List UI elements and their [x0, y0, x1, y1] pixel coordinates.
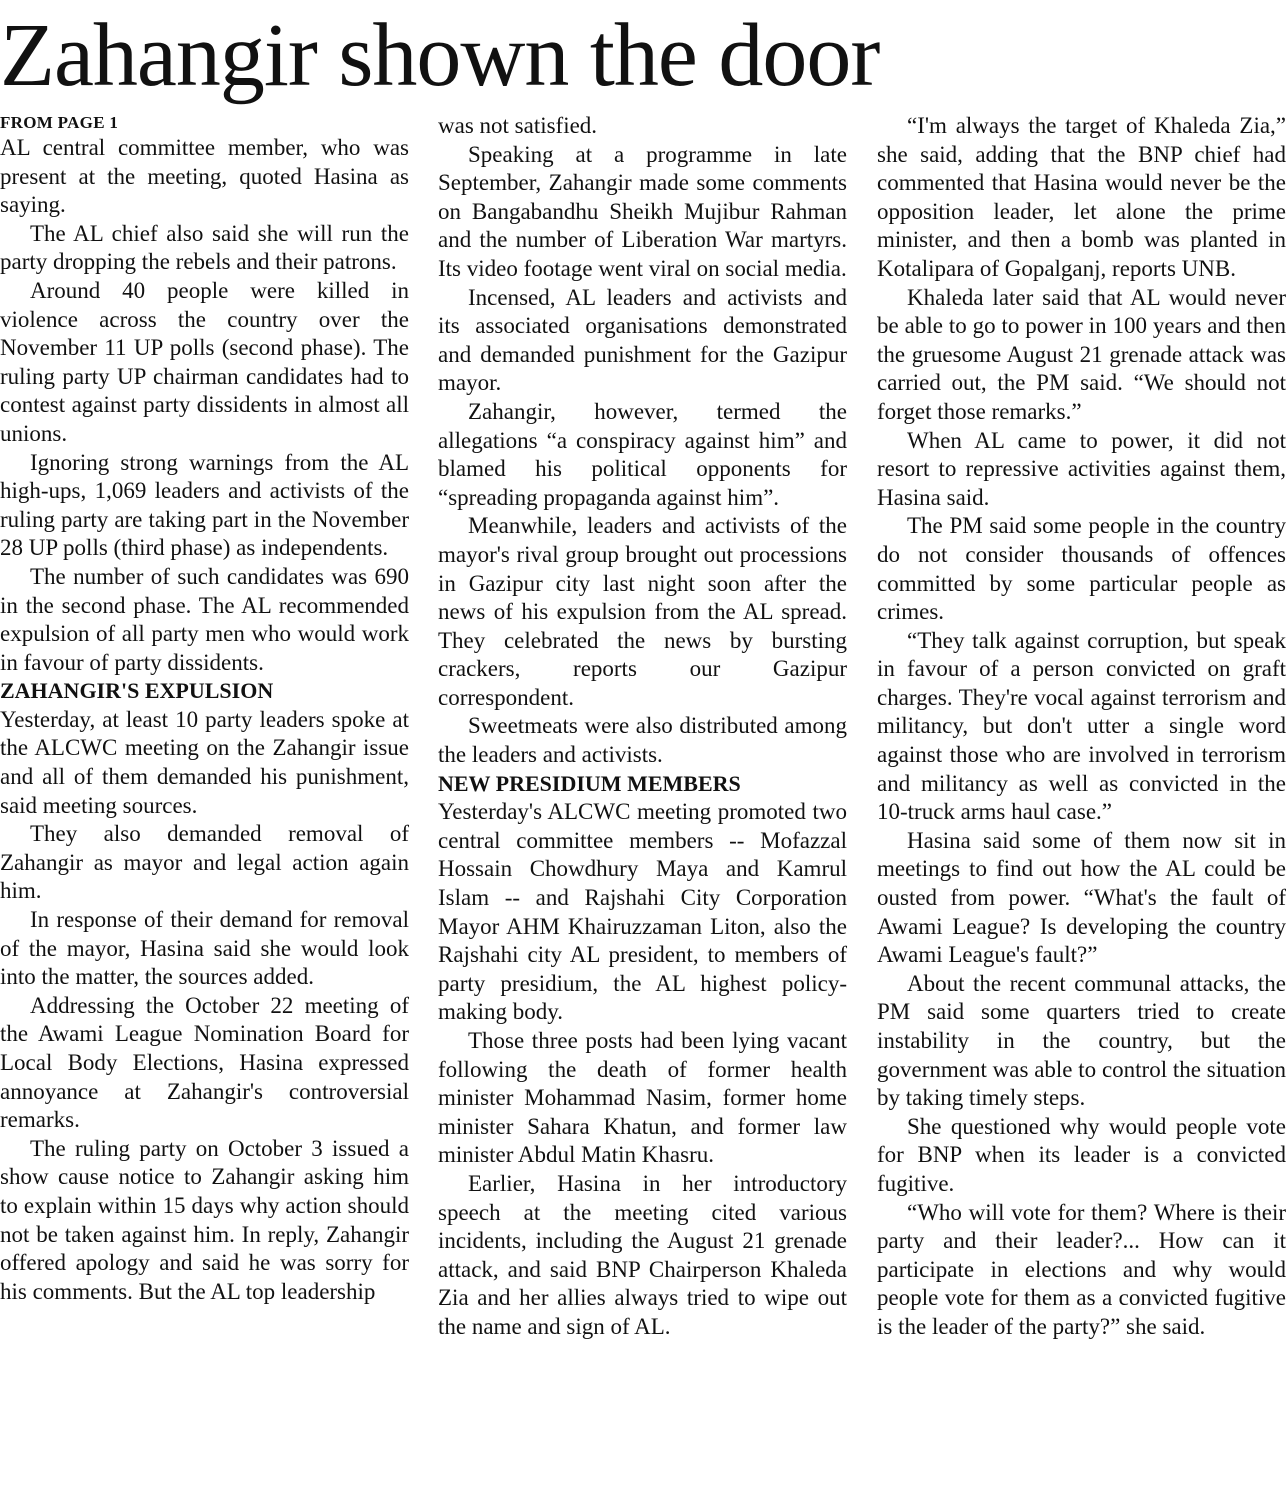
paragraph: Around 40 people were killed in violence across the country over the November 11 UP polls (second phase). The ruling party UP chairman candidates had to contest against party dissidents in almost all unions. [0, 277, 409, 446]
paragraph: The AL chief also said she will run the party dropping the rebels and their patrons. [0, 220, 409, 275]
paragraph: “They talk against corruption, but speak in favour of a person convicted on graft charges. They're vocal against terrorism and militancy, but don't utter a single word against those who are involved in terrorism and militancy as well as convicted in the 10-truck arms haul case.” [877, 627, 1286, 825]
headline: Zahangir shown the door [0, 6, 880, 105]
paragraph: Earlier, Hasina in her introductory speech at the meeting cited various incidents, including the August 21 grenade attack, and said BNP Chairperson Khaleda Zia and her allies always tried to wipe out the name and sign of AL. [438, 1170, 847, 1339]
paragraph: AL central committee member, who was present at the meeting, quoted Hasina as saying. [0, 135, 409, 218]
paragraph: was not satisfied. [438, 113, 598, 138]
paragraph: Addressing the October 22 meeting of the Awami League Nomination Board for Local Body Elections, Hasina expressed annoyance at Zahangir's controversial remarks. [0, 992, 409, 1133]
paragraph: Zahangir, however, termed the allegations “a conspiracy against him” and blamed his political opponents for “spreading propaganda against him”. [438, 398, 847, 510]
continuation-label: FROM PAGE 1 [0, 113, 119, 132]
paragraph: Khaleda later said that AL would never be able to go to power in 100 years and then the gruesome August 21 grenade attack was carried out, the PM said. “We should not forget those remarks.” [877, 284, 1286, 424]
paragraph: The ruling party on October 3 issued a show cause notice to Zahangir asking him to explain within 15 days why action should not be taken against him. In reply, Zahangir offered apology and said he was sorry for his comments. But the AL top leadership [0, 1135, 409, 1304]
paragraph: They also demanded removal of Zahangir as mayor and legal action again him. [0, 821, 409, 904]
paragraph: “I'm always the target of Khaleda Zia,” she said, adding that the BNP chief had commented that Hasina would never be the opposition leader, let alone the prime minister, and then a bomb was planted in Kotalipara of Gopalganj, reports UNB. [877, 113, 1286, 281]
section-subhead: ZAHANGIR'S EXPULSION [0, 678, 274, 704]
paragraph: She questioned why would people vote for BNP when its leader is a convicted fugitive. [877, 1113, 1286, 1196]
paragraph: Hasina said some of them now sit in meetings to find out how the AL could be ousted from power. “What's the fault of Awami League? Is developing the country Awami League's fault?” [877, 827, 1286, 968]
paragraph: Speaking at a programme in late September, Zahangir made some comments on Bangabandhu Sheikh Mujibur Rahman and the number of Liberation War martyrs. Its video footage went viral on social media. [438, 141, 847, 281]
paragraph: “Who will vote for them? Where is their party and their leader?... How can it participate in elections and why would people vote for them as a convicted fugitive is the leader of the party?” she said. [877, 1199, 1286, 1339]
paragraph: Yesterday, at least 10 party leaders spoke at the ALCWC meeting on the Zahangir issue and all of them demanded his punishment, said meeting sources. [0, 706, 409, 818]
paragraph: Yesterday's ALCWC meeting promoted two central committee members -- Mofazzal Hossain Chowdhury Maya and Kamrul Islam -- and Rajshahi City Corporation Mayor AHM Khairuzzaman Liton, also the Rajshahi city AL president, to members of party presidium, the AL highest policy-making body. [438, 799, 847, 1025]
article-column-1 [0, 112, 409, 1306]
paragraph: The number of such candidates was 690 in the second phase. The AL recommended expulsion of all party men who would work in favour of party dissidents. [0, 563, 409, 675]
paragraph: Those three posts had been lying vacant following the death of former health minister Mohammad Nasim, former home minister Sahara Khatun, and former law minister Abdul Matin Khasru. [438, 1028, 847, 1168]
paragraph: When AL came to power, it did not resort to repressive activities against them, Hasina said. [877, 427, 1286, 510]
article-column-2 [438, 112, 847, 1342]
paragraph: The PM said some people in the country do not consider thousands of offences committed by some particular people as crimes. [877, 513, 1286, 625]
paragraph: Ignoring strong warnings from the AL high-ups, 1,069 leaders and activists of the ruling party are taking part in the November 28 UP polls (third phase) as independents. [0, 449, 409, 561]
paragraph: About the recent communal attacks, the PM said some quarters tried to create instability in the country, but the government was able to control the situation by taking timely steps. [877, 970, 1286, 1111]
paragraph: In response of their demand for removal of the mayor, Hasina said she would look into the matter, the sources added. [0, 907, 409, 990]
article-column-3 [877, 112, 1286, 1342]
paragraph: Sweetmeats were also distributed among the leaders and activists. [438, 713, 847, 768]
paragraph: Meanwhile, leaders and activists of the mayor's rival group brought out processions in Gazipur city last night soon after the news of his expulsion from the AL spread. They celebrated the news by bursting crackers, reports our Gazipur correspondent. [438, 513, 847, 710]
paragraph: Incensed, AL leaders and activists and its associated organisations demonstrated and demanded punishment for the Gazipur mayor. [438, 284, 847, 396]
section-subhead: NEW PRESIDIUM MEMBERS [438, 770, 741, 796]
